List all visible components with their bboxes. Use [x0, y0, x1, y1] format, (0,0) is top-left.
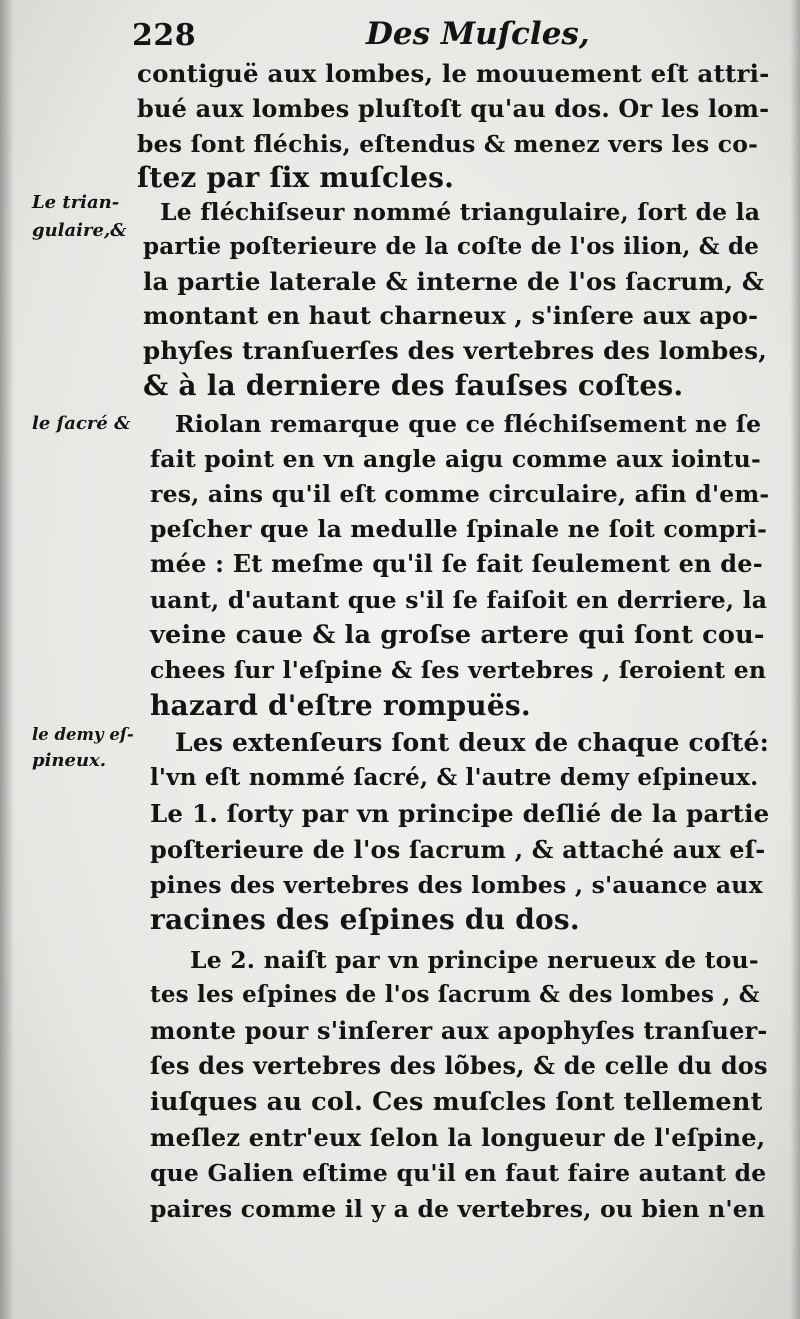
- text-line: ſes des vertebres des lõbes, & de celle du dos: [150, 1051, 768, 1080]
- text-line: phyſes tranſuerſes des vertebres des lombes,: [143, 336, 767, 365]
- text-line: fait point en vn angle aigu comme aux iointu-: [150, 445, 761, 473]
- text-line: uant, d'autant que s'il ſe faiſoit en derriere, la: [150, 586, 768, 614]
- text-line: veine caue & la groſse artere qui ſont cou-: [150, 620, 765, 650]
- margin-note-sacre: le ſacré &: [32, 413, 131, 434]
- text-line: poſterieure de l'os ſacrum , & attaché aux eſ-: [150, 835, 766, 864]
- text-line: que Galien eſtime qu'il en faut faire autant de: [150, 1159, 767, 1187]
- text-line: mée : Et meſme qu'il ſe fait ſeulement en de-: [150, 549, 763, 578]
- text-line: tes les eſpines de l'os ſacrum & des lombes , &: [150, 981, 760, 1008]
- text-line: partie poſterieure de la coſte de l'os ilion, & de: [143, 233, 760, 260]
- text-line: racines des eſpines du dos.: [150, 903, 580, 936]
- text-line: pines des vertebres des lombes , s'auance aux: [150, 871, 763, 899]
- running-head: Des Muſcles,: [366, 16, 590, 52]
- text-line: montant en haut charneux , s'inſere aux apo-: [143, 301, 759, 330]
- text-line: res, ains qu'il eſt comme circulaire, afin d'em-: [150, 480, 770, 508]
- page-header: [0, 14, 800, 54]
- text-line: chees ſur l'eſpine & ſes vertebres , ſeroient en: [150, 656, 767, 684]
- text-line: hazard d'eſtre rompuës.: [150, 689, 531, 722]
- text-line: iuſques au col. Ces muſcles ſont tellement: [150, 1087, 763, 1117]
- margin-note-triangulaire-2: gulaire,&: [32, 220, 127, 241]
- text-line: monte pour s'inſerer aux apophyſes tranſuer-: [150, 1016, 768, 1045]
- text-line: & à la derniere des fauſses coſtes.: [143, 369, 684, 402]
- page-edge-shadow-right: [790, 0, 800, 1319]
- text-line: bes ſont fléchis, eſtendus & menez vers les co-: [137, 130, 759, 158]
- text-line: bué aux lombes pluſtoſt qu'au dos. Or les lom-: [137, 94, 770, 123]
- text-line: peſcher que la medulle ſpinale ne ſoit compri-: [150, 515, 768, 543]
- text-line: Le 2. naiſt par vn principe nerueux de tou-: [190, 946, 759, 974]
- text-line: l'vn eſt nommé ſacré, & l'autre demy eſpineux.: [150, 764, 759, 791]
- text-line: Le 1. ſorty par vn principe deſlié de la partie: [150, 799, 770, 828]
- text-line: contiguë aux lombes, le mouuement eſt attri-: [137, 59, 770, 88]
- page-edge-shadow-left: [0, 0, 14, 1319]
- margin-note-triangulaire-1: Le trian-: [32, 192, 120, 213]
- text-line: ſtez par ſix muſcles.: [137, 161, 455, 194]
- text-line: Riolan remarque que ce fléchiſsement ne ſe: [175, 410, 762, 438]
- text-line: paires comme il y a de vertebres, ou bien n'en: [150, 1195, 766, 1223]
- margin-note-demy-espineux-1: le demy eſ-: [32, 725, 134, 744]
- text-line: Le fléchiſseur nommé triangulaire, ſort de la: [160, 198, 761, 226]
- margin-note-demy-espineux-2: pineux.: [32, 750, 107, 771]
- text-line: Les extenſeurs ſont deux de chaque coſté:: [175, 728, 770, 757]
- text-line: la partie laterale & interne de l'os ſacrum, &: [143, 267, 765, 296]
- page-number: 228: [132, 18, 197, 53]
- text-line: meſlez entr'eux ſelon la longueur de l'eſpine,: [150, 1123, 766, 1152]
